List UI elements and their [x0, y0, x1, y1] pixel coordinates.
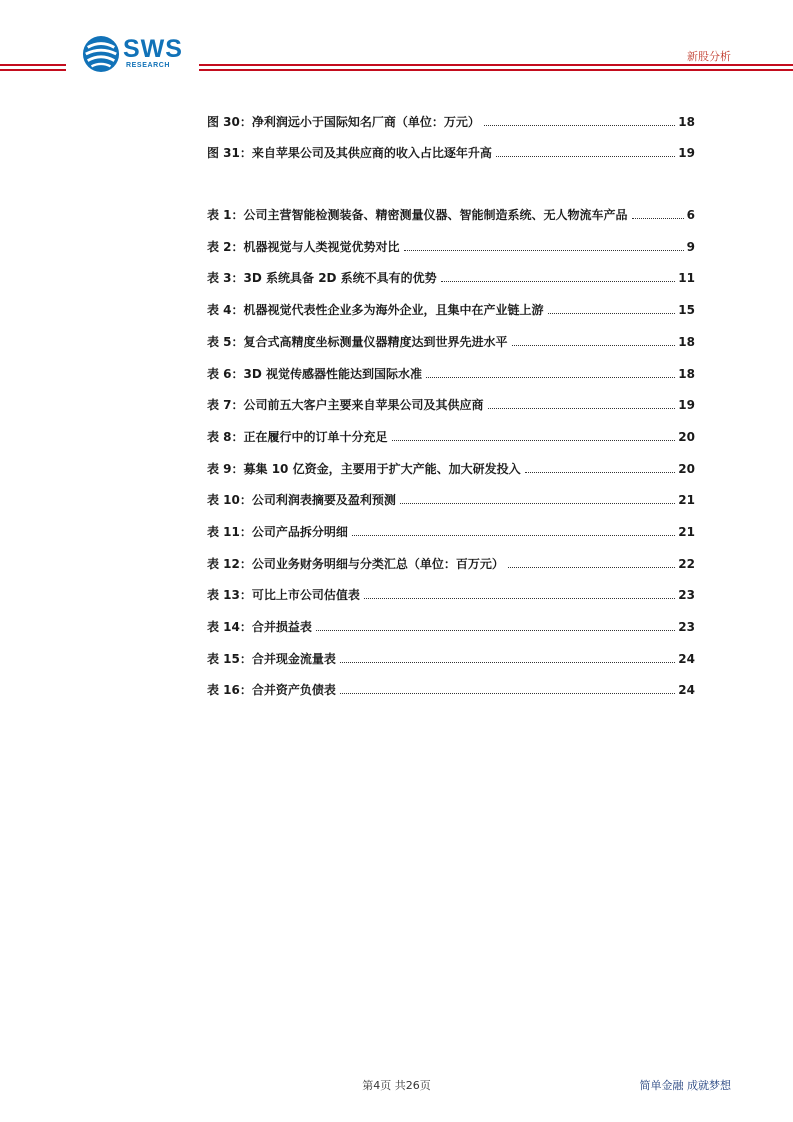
toc-entry-table[interactable] [207, 350, 695, 382]
toc-entry-table[interactable] [207, 603, 695, 635]
toc-leader-dots [496, 156, 675, 157]
toc-entry-label: 表 5：复合式高精度坐标测量仪器精度达到世界先进水平 [207, 334, 508, 349]
toc-entry-figure[interactable] [207, 98, 695, 130]
toc-entry-page: 6 [686, 208, 695, 223]
toc-entry-table[interactable] [207, 255, 695, 287]
toc-leader-dots [508, 567, 675, 568]
toc-section-gap [207, 161, 695, 191]
toc-entry-label: 表 2：机器视觉与人类视觉优势对比 [207, 239, 400, 254]
toc-entry-table[interactable] [207, 572, 695, 604]
brand-subtitle: RESEARCH [126, 62, 171, 69]
toc-leader-dots [392, 440, 676, 441]
toc-entry-page: 24 [678, 683, 695, 698]
toc-entry-label: 表 8：正在履行中的订单十分充足 [207, 429, 388, 444]
page-header [0, 0, 793, 80]
brand-name: SWS [123, 35, 183, 63]
toc-leader-dots [512, 345, 676, 346]
toc-entry-label: 图 31：来自苹果公司及其供应商的收入占比逐年升高 [207, 146, 492, 161]
toc-leader-dots [632, 218, 684, 219]
toc-leader-dots [548, 313, 676, 314]
toc-entry-table[interactable] [207, 286, 695, 318]
toc-leader-dots [404, 250, 684, 251]
toc-leader-dots [488, 408, 676, 409]
header-rule-right-top [199, 64, 793, 66]
report-type-label: 新股分析 [687, 50, 731, 63]
page-current: 第4页 [362, 1079, 392, 1092]
sws-logo [82, 35, 182, 75]
toc-entry-page: 20 [678, 429, 695, 444]
toc-entry-table[interactable] [207, 635, 695, 667]
toc-entry-table[interactable] [207, 540, 695, 572]
toc-entry-label: 表 7：公司前五大客户主要来自苹果公司及其供应商 [207, 398, 484, 413]
toc-entry-page: 22 [678, 556, 695, 571]
toc-entry-page: 23 [678, 620, 695, 634]
toc-entry-label: 表 15：合并现金流量表 [207, 651, 336, 666]
toc-entry-label: 图 30：净利润远小于国际知名厂商（单位：万元） [207, 114, 480, 129]
toc-leader-dots [426, 377, 675, 378]
toc-entry-label: 表 6：3D 视觉传感器性能达到国际水准 [207, 366, 423, 381]
toc-leader-dots [441, 281, 676, 282]
toc-entry-page: 20 [678, 461, 695, 476]
header-rule-left-top [0, 64, 66, 66]
toc-leader-dots [316, 630, 675, 631]
toc-entry-page: 24 [678, 651, 695, 666]
toc-entry-figure[interactable] [207, 130, 695, 162]
toc-leader-dots [525, 472, 676, 473]
toc-entry-table[interactable] [207, 223, 695, 255]
toc-entry-table[interactable] [207, 667, 695, 699]
toc-entry-page: 9 [686, 239, 695, 254]
toc-entry-table[interactable] [207, 445, 695, 477]
toc-entry-page: 15 [678, 303, 695, 318]
toc-entry-page: 18 [678, 334, 695, 349]
toc-leader-dots [340, 693, 675, 694]
toc-entry-label: 表 13：可比上市公司估值表 [207, 588, 360, 603]
toc-leader-dots [400, 503, 675, 504]
toc-entry-page: 18 [678, 366, 695, 381]
toc-entry-table[interactable] [207, 508, 695, 540]
toc-entry-label: 表 1：公司主营智能检测装备、精密测量仪器、智能制造系统、无人物流车产品 [207, 208, 628, 223]
toc-entry-label: 表 11：公司产品拆分明细 [207, 524, 348, 539]
toc-entry-page: 19 [678, 398, 695, 413]
toc-entry-page: 23 [678, 588, 695, 603]
toc-leader-dots [364, 598, 675, 599]
footer-slogan: 简单金融 成就梦想 [639, 1079, 731, 1092]
toc-entry-label: 表 14：合并损益表 [207, 620, 312, 634]
toc-entry-label: 表 4：机器视觉代表性企业多为海外企业，且集中在产业链上游 [207, 303, 544, 318]
toc-entry-label: 表 12：公司业务财务明细与分类汇总（单位：百万元） [207, 556, 504, 571]
toc-entry-table[interactable] [207, 382, 695, 414]
toc-entry-page: 19 [678, 146, 695, 161]
toc-leader-dots [352, 535, 675, 536]
toc-leader-dots [340, 662, 675, 663]
toc-entry-label: 表 9：募集 10 亿资金，主要用于扩大产能、加大研发投入 [207, 461, 521, 476]
table-of-contents [207, 98, 695, 698]
toc-entry-page: 21 [678, 493, 695, 508]
toc-entry-page: 18 [678, 114, 695, 129]
toc-entry-label: 表 3：3D 系统具备 2D 系统不具有的优势 [207, 271, 437, 286]
toc-entry-table[interactable] [207, 413, 695, 445]
toc-entry-page: 21 [678, 524, 695, 539]
toc-entry-label: 表 16：合并资产负债表 [207, 683, 336, 698]
header-rule-right-bottom [199, 69, 793, 71]
page-total: 共26页 [394, 1079, 431, 1092]
toc-entry-table[interactable] [207, 477, 695, 509]
toc-entry-table[interactable] [207, 191, 695, 223]
toc-leader-dots [484, 125, 675, 126]
header-rule-left-bottom [0, 69, 66, 71]
sws-logo-icon [82, 35, 120, 73]
toc-entry-label: 表 10：公司利润表摘要及盈利预测 [207, 493, 396, 508]
toc-entry-page: 11 [678, 271, 695, 286]
toc-entry-table[interactable] [207, 318, 695, 350]
